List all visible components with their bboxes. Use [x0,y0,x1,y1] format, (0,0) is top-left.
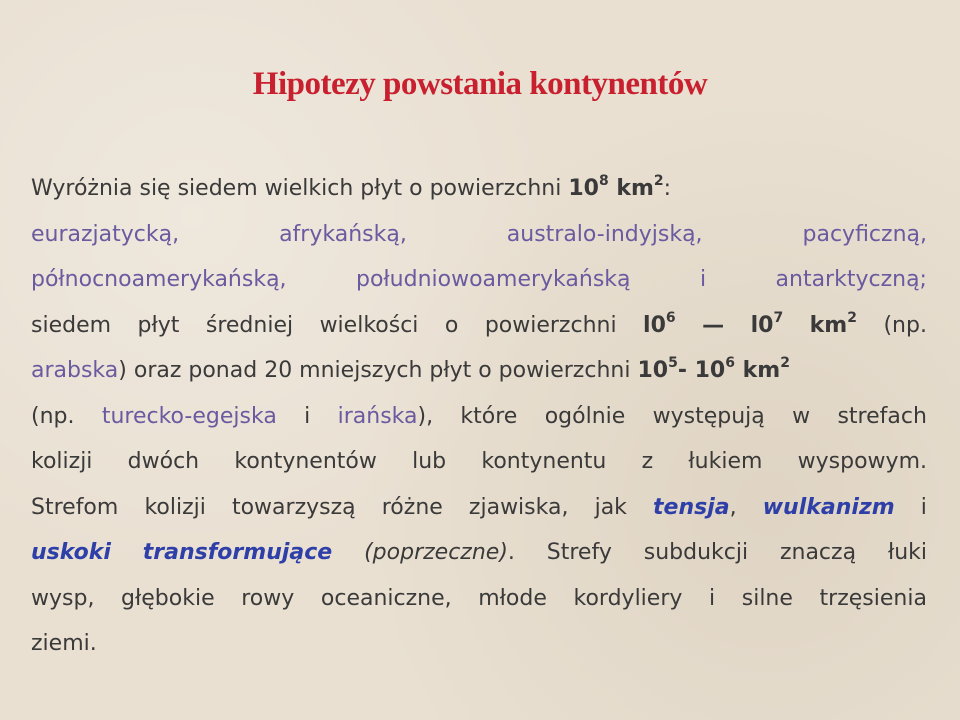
term-wulkanizm: wulkanizm [762,494,895,520]
area-value: $l0^7$ [750,309,784,338]
body-line-5: arabska) oraz ponad 20 mniejszych płyt o powierzchni $10^5-$ $10^6$ $km^2$ [31,355,790,383]
term-transformujace: transformujące [142,540,333,565]
plate-name: antarktyczną; [775,267,927,292]
area-value: $l0^6$ [643,309,676,338]
plate-name: afrykańską, [279,221,407,247]
body-line-6: (np. turecko-egejska i irańska), które ogólnie występują w strefach [31,394,927,440]
body-line-10: wysp, głębokie rowy oceaniczne, młode kordyliery i silne trzęsienia [31,585,927,611]
slide-body [31,166,927,667]
body-line-2 [31,212,927,258]
body-line-1 [31,166,927,212]
body-line-7: kolizji dwóch kontynentów lub kontynentu z łukiem wyspowym. [31,449,927,474]
body-line-4: siedem płyt średniej wielkości o powierzchni $l0^6$ — $l0^7$ $km^2$ (np. [31,303,927,349]
slide-title: Hipotezy powstania kontynentów [252,66,708,102]
plate-name: australo-indyjską, [506,221,703,247]
body-line-3 [31,257,927,303]
term-tensja: tensja [653,494,730,520]
body-line-8: Strefom kolizji towarzyszą różne zjawiska, jak tensja, wulkanizm i [31,485,927,531]
area-unit: $km^2$ [809,309,857,338]
plate-name: irańska [337,403,418,429]
plate-name: arabska [31,358,119,383]
text-run: : [663,176,672,201]
plate-name: północnoamerykańską, [31,267,287,292]
plate-name: turecko-egejska [101,403,277,429]
text-run: Wyróżnia się siedem wielkich płyt o powierzchni [31,176,569,201]
plate-name: południowoamerykańską [355,267,631,292]
term-uskoki: uskoki [31,540,111,565]
plate-name: eurazjatycką, [31,221,180,247]
area-value: $10^8$ $km^2$ [568,173,664,201]
plate-name: pacyficzną, [802,221,927,247]
body-line-11: ziemi. [31,631,97,656]
body-line-9: uskoki transformujące (poprzeczne). Strefy subdukcji znaczą łuki [31,530,927,576]
area-value: $10^5-$ $10^6$ $km^2$ [637,355,790,383]
conjunction: i [699,267,707,292]
